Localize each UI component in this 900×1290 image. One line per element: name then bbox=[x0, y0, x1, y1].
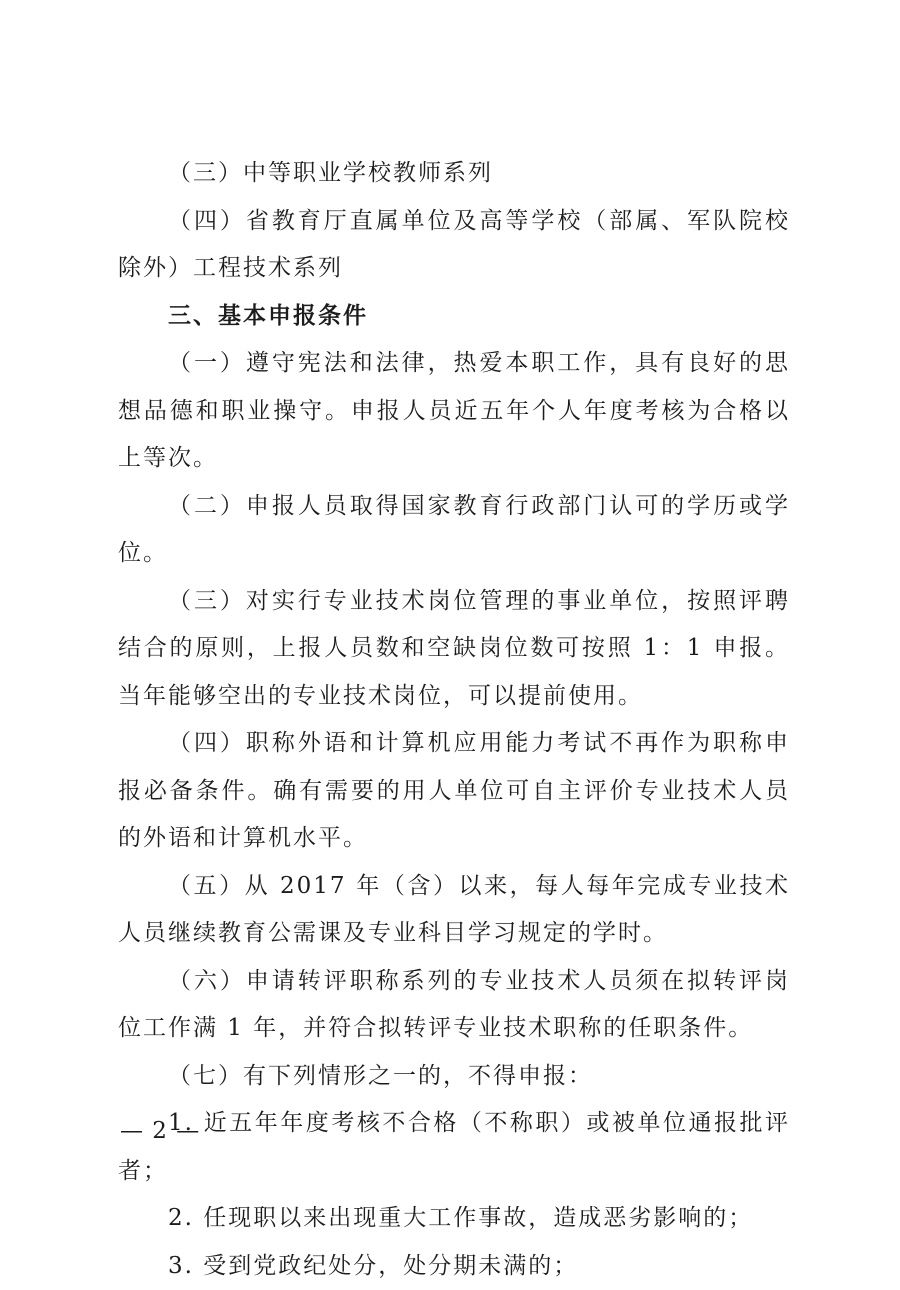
paragraph-condition-1: （一）遵守宪法和法律，热爱本职工作，具有良好的思想品德和职业操守。申报人员近五年个人年度考核为合格以上等次。 bbox=[118, 340, 790, 483]
list-item-exclusion-3: 3. 受到党政纪处分，处分期未满的； bbox=[118, 1243, 790, 1290]
list-item-exclusion-2: 2. 任现职以来出现重大工作事故，造成恶劣影响的； bbox=[118, 1195, 790, 1243]
page-number: — 2 — bbox=[120, 1118, 200, 1144]
paragraph-item-series-3: （三）中等职业学校教师系列 bbox=[118, 150, 790, 198]
paragraph-condition-3: （三）对实行专业技术岗位管理的事业单位，按照评聘结合的原则，上报人员数和空缺岗位数可按照 1：1 申报。当年能够空出的专业技术岗位，可以提前使用。 bbox=[118, 578, 790, 721]
list-item-exclusion-1: 1. 近五年年度考核不合格（不称职）或被单位通报批评者； bbox=[118, 1100, 790, 1195]
paragraph-condition-7: （七）有下列情形之一的，不得申报： bbox=[118, 1053, 790, 1101]
paragraph-condition-2: （二）申报人员取得国家教育行政部门认可的学历或学位。 bbox=[118, 483, 790, 578]
paragraph-condition-6: （六）申请转评职称系列的专业技术人员须在拟转评岗位工作满 1 年，并符合拟转评专业技术职称的任职条件。 bbox=[118, 958, 790, 1053]
body-text bbox=[118, 150, 790, 1290]
paragraph-item-series-4: （四）省教育厅直属单位及高等学校（部属、军队院校除外）工程技术系列 bbox=[118, 198, 790, 293]
paragraph-condition-4: （四）职称外语和计算机应用能力考试不再作为职称申报必备条件。确有需要的用人单位可自主评价专业技术人员的外语和计算机水平。 bbox=[118, 720, 790, 863]
paragraph-condition-5: （五）从 2017 年（含）以来，每人每年完成专业技术人员继续教育公需课及专业科目学习规定的学时。 bbox=[118, 863, 790, 958]
section-heading: 三、基本申报条件 bbox=[118, 293, 790, 341]
